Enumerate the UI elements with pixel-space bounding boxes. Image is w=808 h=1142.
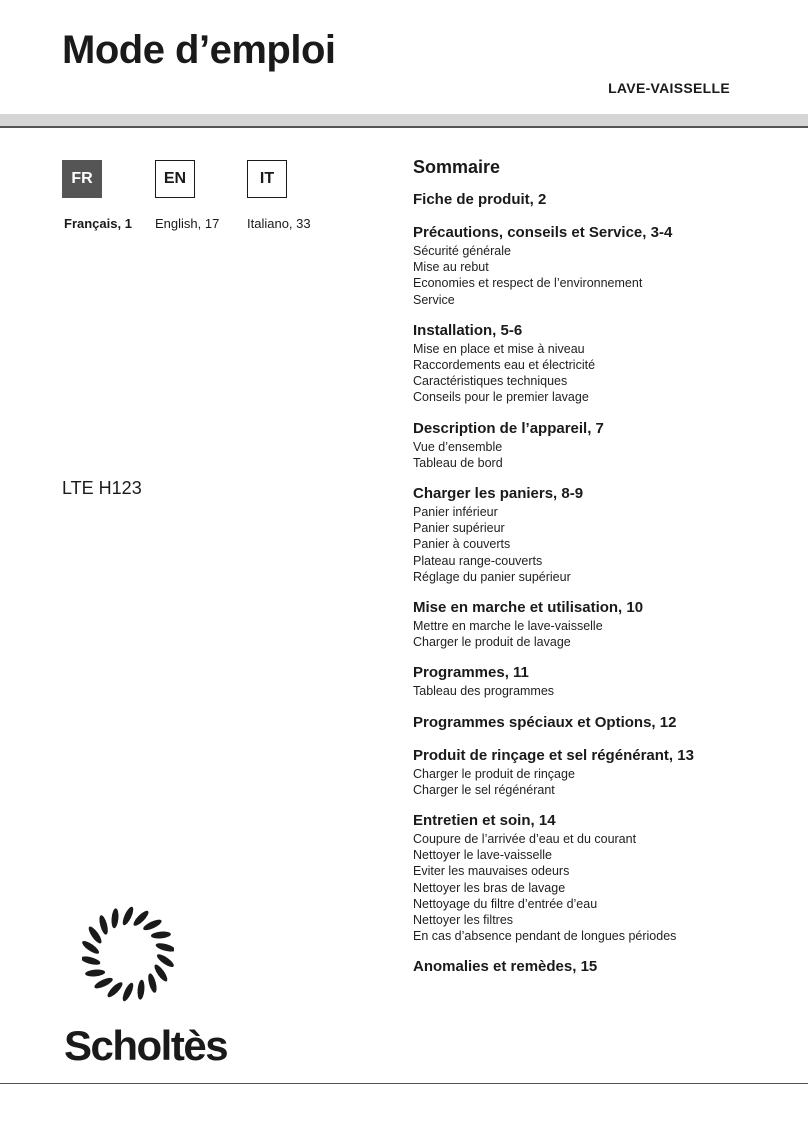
toc-entry[interactable]: Produit de rinçage et sel régénérant, 13 — [413, 746, 694, 764]
toc-subentry[interactable]: Economies et respect de l’environnement — [413, 276, 643, 291]
sun-ray — [142, 918, 163, 933]
toc-subentry[interactable]: Mettre en marche le lave-vaisselle — [413, 619, 603, 634]
toc-subentry[interactable]: Tableau des programmes — [413, 684, 555, 699]
toc-section — [413, 663, 793, 699]
toc-subentry[interactable]: Charger le sel régénérant — [413, 782, 555, 797]
toc-section — [413, 321, 793, 406]
toc-subentry[interactable]: Nettoyer le lave-vaisselle — [413, 848, 552, 863]
toc-entry[interactable]: Programmes spéciaux et Options, 12 — [413, 713, 677, 731]
sun-ray — [155, 942, 174, 954]
toc-subentry[interactable]: Eviter les mauvaises odeurs — [413, 864, 570, 879]
lang-link-it[interactable]: Italiano, 33 — [247, 216, 311, 231]
sun-ray — [121, 982, 136, 1003]
toc-subentry[interactable]: Panier à couverts — [413, 537, 511, 552]
sun-ray — [137, 979, 146, 1000]
sun-ray — [111, 908, 120, 929]
toc-entry[interactable]: Description de l’appareil, 7 — [413, 419, 604, 437]
toc-section — [413, 484, 793, 585]
footer-divider — [0, 1083, 808, 1084]
toc-subentry[interactable]: Nettoyer les filtres — [413, 913, 514, 928]
toc-sections — [413, 190, 793, 977]
toc-subentry[interactable]: Caractéristiques techniques — [413, 374, 568, 389]
sun-burst-icon — [82, 887, 174, 1021]
toc-entry[interactable]: Mise en marche et utilisation, 10 — [413, 599, 644, 617]
toc-entry[interactable]: Entretien et soin, 14 — [413, 812, 556, 830]
lang-code-en: EN — [163, 170, 187, 187]
sun-ray — [85, 969, 106, 978]
toc-subentry[interactable]: Conseils pour le premier lavage — [413, 390, 589, 405]
toc-subentry[interactable]: Coupure de l’arrivée d’eau et du courant — [413, 832, 637, 847]
model-number: LTE H123 — [62, 478, 142, 498]
toc-subentry[interactable]: Service — [413, 292, 455, 307]
toc-section — [413, 746, 793, 798]
toc-subentry[interactable]: Charger le produit de rinçage — [413, 766, 575, 781]
toc-subentry[interactable]: Tableau de bord — [413, 455, 503, 470]
lang-link-fr[interactable]: Français, 1 — [64, 216, 132, 231]
toc-subentry[interactable]: Charger le produit de lavage — [413, 635, 571, 650]
toc-subentry[interactable]: Nettoyage du filtre d’entrée d’eau — [413, 896, 598, 911]
brand-logo: Scholtès — [64, 1022, 228, 1069]
table-of-contents — [413, 157, 793, 990]
toc-subentry[interactable]: Réglage du panier supérieur — [413, 569, 571, 584]
toc-section — [413, 957, 793, 977]
toc-entry[interactable]: Précautions, conseils et Service, 3-4 — [413, 224, 673, 241]
sun-ray — [93, 976, 114, 991]
toc-entry[interactable]: Fiche de produit, 2 — [413, 191, 547, 208]
toc-subentry[interactable]: En cas d’absence pendant de longues périodes — [413, 929, 677, 944]
toc-subentry[interactable]: Vue d’ensemble — [413, 439, 503, 454]
toc-entry[interactable]: Anomalies et remèdes, 15 — [413, 958, 598, 976]
lang-tab-fr[interactable] — [62, 160, 102, 198]
sun-ray — [82, 955, 101, 967]
toc-subentry[interactable]: Plateau range-couverts — [413, 553, 543, 568]
lang-code-fr: FR — [71, 170, 93, 187]
toc-entry[interactable]: Installation, 5-6 — [413, 321, 523, 339]
toc-entry[interactable]: Charger les paniers, 8-9 — [413, 485, 584, 503]
sun-ray — [147, 973, 159, 994]
toc-subentry[interactable]: Sécurité générale — [413, 244, 511, 258]
toc-entry[interactable]: Programmes, 11 — [413, 664, 529, 682]
lang-tab-it[interactable] — [247, 160, 287, 198]
lang-tab-en[interactable] — [155, 160, 195, 198]
toc-section — [413, 811, 793, 944]
page-title: Mode d’emploi — [62, 28, 336, 72]
toc-section — [413, 419, 793, 471]
toc-subentry[interactable]: Panier inférieur — [413, 505, 498, 520]
toc-subentry[interactable]: Panier supérieur — [413, 521, 505, 536]
lang-link-en[interactable]: English, 17 — [155, 216, 220, 231]
toc-subentry[interactable]: Raccordements eau et électricité — [413, 358, 596, 373]
toc-subentry[interactable]: Mise au rebut — [413, 260, 489, 275]
toc-section — [413, 223, 793, 308]
sun-ray — [151, 931, 172, 940]
lang-code-it: IT — [259, 170, 275, 187]
toc-section — [413, 713, 793, 733]
toc-heading: Sommaire — [413, 157, 501, 177]
sun-ray — [121, 906, 136, 927]
toc-subentry[interactable]: Mise en place et mise à niveau — [413, 341, 585, 356]
document-type: LAVE-VAISSELLE — [608, 80, 730, 96]
header-divider — [0, 126, 808, 128]
toc-section — [413, 190, 793, 210]
toc-subentry[interactable]: Nettoyer les bras de lavage — [413, 880, 566, 895]
toc-section — [413, 598, 793, 650]
sun-ray — [98, 914, 110, 935]
header-band — [0, 114, 808, 126]
